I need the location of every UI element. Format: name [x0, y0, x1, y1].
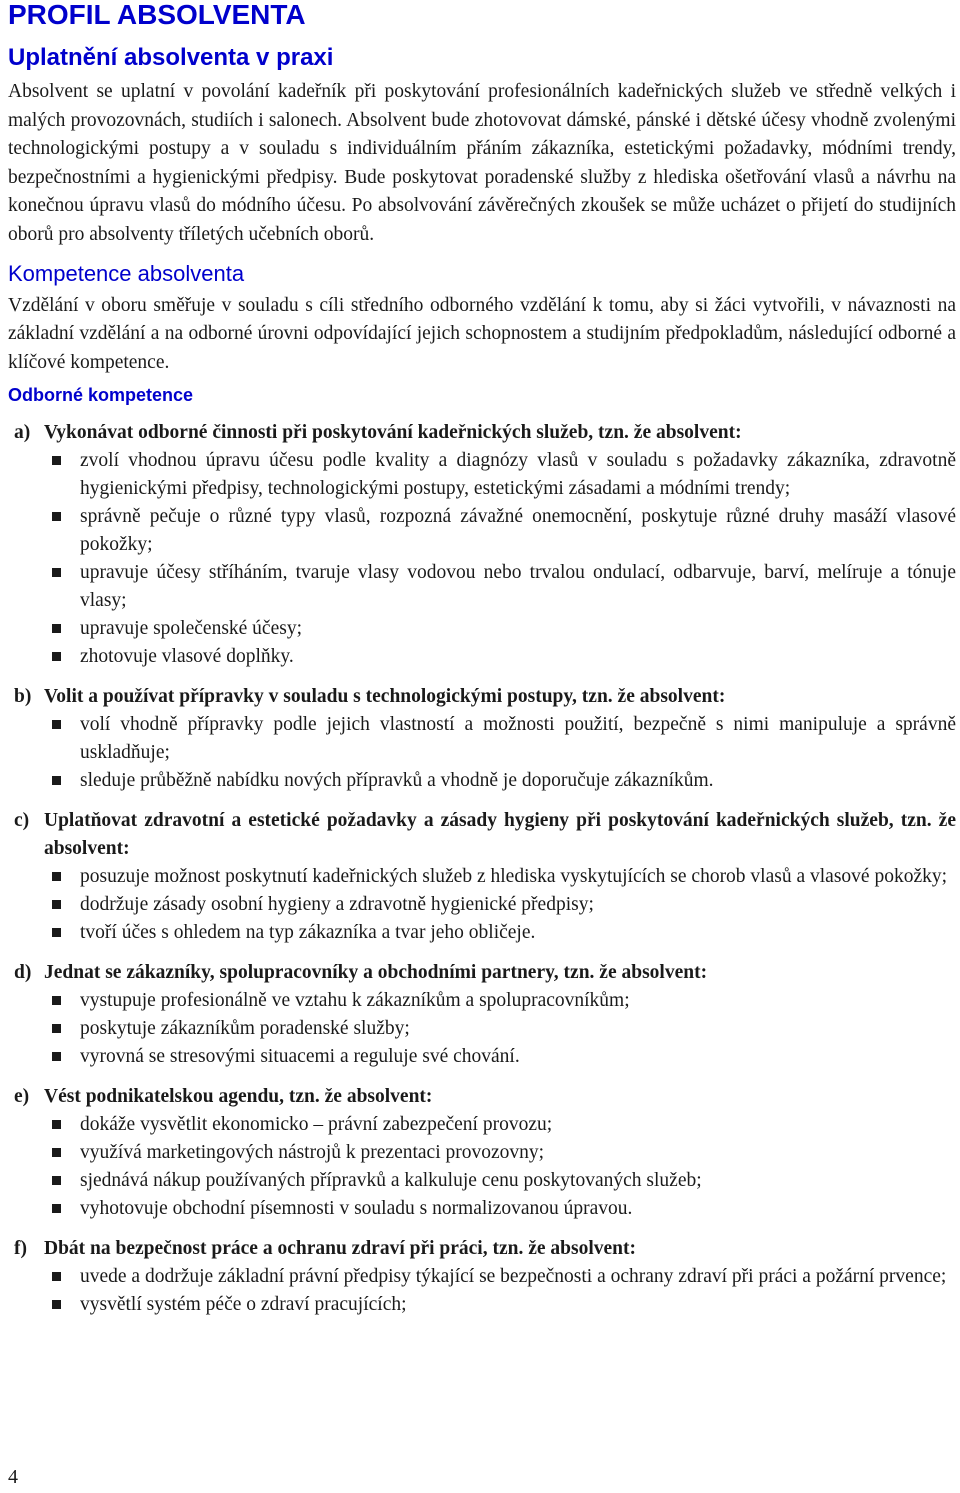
square-bullet-icon [52, 512, 61, 521]
square-bullet-icon [52, 872, 61, 881]
list-item-text: upravuje společenské účesy; [80, 618, 303, 640]
list-item [52, 643, 956, 671]
competence-title: Dbát na bezpečnost práce a ochranu zdraví při práci, tzn. že absolvent: [44, 1238, 636, 1260]
square-bullet-icon [52, 1272, 61, 1281]
list-item-text: uvede a dodržuje základní právní předpisy týkající se bezpečnosti a ochrany zdraví při práci a požární prvence; [80, 1266, 947, 1288]
list-item [52, 711, 956, 767]
page-number: 4 [8, 1466, 18, 1488]
list-item [52, 1195, 956, 1223]
list-item-text: vysvětlí systém péče o zdraví pracujících; [80, 1294, 407, 1316]
list-item-text: volí vhodně přípravky podle jejich vlastností a možnosti použití, bezpečně s nimi manipuluje a správně uskladňuje; [80, 714, 956, 764]
list-item [52, 615, 956, 643]
list-item [52, 1015, 956, 1043]
list-item [52, 1167, 956, 1195]
bullet-list [8, 711, 956, 795]
list-item-text: zvolí vhodnou úpravu účesu podle kvality a diagnózy vlasů v souladu s požadavky zákazníka, zdravotně hygienickými předpisy, technologickými postupy, estetickými zásadami a módními trendy; [80, 450, 956, 500]
square-bullet-icon [52, 1024, 61, 1033]
list-item-text: vyrovná se stresovými situacemi a reguluje své chování. [80, 1046, 520, 1068]
section-paragraph-kompetence: Vzdělání v oboru směřuje v souladu s cíli středního odborného vzdělání k tomu, aby si žáci vytvořili, v návaznosti na základní vzdělání a na odborné úrovni odpovídající jejich schopnostem a studijním předpokladům, následující odborné a klíčové kompetence. [8, 294, 956, 373]
competence-heading [8, 419, 956, 447]
list-item-text: dokáže vysvětlit ekonomicko – právní zabezpečení provozu; [80, 1114, 553, 1136]
competence-list [8, 419, 956, 1319]
square-bullet-icon [52, 1052, 61, 1061]
competence-letter: f) [14, 1238, 27, 1260]
list-item-text: využívá marketingových nástrojů k prezentaci provozovny; [80, 1142, 545, 1164]
document-page [8, 0, 956, 1331]
competence-letter: c) [14, 810, 30, 832]
list-item-text: upravuje účesy stříháním, tvaruje vlasy vodovou nebo trvalou ondulací, odbarvuje, barví, melíruje a tónuje vlasy; [80, 562, 956, 612]
section-heading-kompetence: Kompetence absolventa [8, 260, 245, 286]
square-bullet-icon [52, 900, 61, 909]
competence-title: Uplatňovat zdravotní a estetické požadavky a zásady hygieny při poskytování kadeřnických služeb, tzn. že absolvent: [44, 810, 956, 860]
competence-section [8, 419, 956, 671]
competence-letter: e) [14, 1086, 30, 1108]
square-bullet-icon [52, 776, 61, 785]
list-item [52, 987, 956, 1015]
competence-section [8, 1083, 956, 1223]
competence-section [8, 1235, 956, 1319]
competence-heading [8, 959, 956, 987]
competence-title: Volit a používat přípravky v souladu s technologickými postupy, tzn. že absolvent: [44, 686, 726, 708]
bullet-list [8, 1111, 956, 1223]
competence-letter: a) [14, 422, 31, 444]
square-bullet-icon [52, 1148, 61, 1157]
competence-title: Vykonávat odborné činnosti při poskytování kadeřnických služeb, tzn. že absolvent: [44, 422, 742, 444]
section-paragraph-uplatneni: Absolvent se uplatní v povolání kadeřník při poskytování profesionálních kadeřnických služeb ve středně velkých i malých provozovnách, studiích i salonech. Absolvent bude zhotovovat dámské, pánské i dětské účesy vhodně zvolenými technologickými postupy a v souladu s individuálním přáním zákazníka, estetickými požadavky, módními trendy, bezpečnostními a hygienickými předpisy. Bude poskytovat poradenské služby z hlediska ošetřování vlasů a návrhu na konečnou úpravu vlasů do módního účesu. Po absolvování závěrečných zkoušek se může ucházet o přijetí do studijních oborů pro absolventy tříletých učebních oborů. [8, 81, 956, 245]
bullet-list [8, 863, 956, 947]
competence-section [8, 959, 956, 1071]
square-bullet-icon [52, 1300, 61, 1309]
list-item-text: správně pečuje o různé typy vlasů, rozpozná závažné onemocnění, poskytuje různé druhy masáží vlasové pokožky; [80, 506, 956, 556]
square-bullet-icon [52, 568, 61, 577]
list-item [52, 559, 956, 615]
list-item-text: zhotovuje vlasové doplňky. [80, 646, 294, 668]
list-item [52, 1043, 956, 1071]
square-bullet-icon [52, 1204, 61, 1213]
list-item [52, 1263, 956, 1291]
list-item-text: dodržuje zásady osobní hygieny a zdravotně hygienické předpisy; [80, 894, 594, 916]
square-bullet-icon [52, 1120, 61, 1129]
square-bullet-icon [52, 652, 61, 661]
list-item [52, 919, 956, 947]
competence-title: Vést podnikatelskou agendu, tzn. že absolvent: [44, 1086, 433, 1108]
list-item [52, 503, 956, 559]
competence-heading [8, 683, 956, 711]
competence-section [8, 807, 956, 947]
subheading-odborne-kompetence: Odborné kompetence [8, 385, 194, 406]
list-item-text: sjednává nákup používaných přípravků a kalkuluje cenu poskytovaných služeb; [80, 1170, 702, 1192]
competence-heading [8, 807, 956, 863]
list-item [52, 1111, 956, 1139]
list-item [52, 767, 956, 795]
bullet-list [8, 1263, 956, 1319]
list-item-text: vystupuje profesionálně ve vztahu k zákazníkům a spolupracovníkům; [80, 990, 630, 1012]
list-item [52, 1291, 956, 1319]
list-item-text: posuzuje možnost poskytnutí kadeřnických služeb z hlediska vyskytujících se chorob vlasů a vlasové pokožky; [80, 866, 948, 888]
square-bullet-icon [52, 720, 61, 729]
list-item [52, 863, 956, 891]
list-item [52, 1139, 956, 1167]
square-bullet-icon [52, 1176, 61, 1185]
page-title: PROFIL ABSOLVENTA [8, 0, 306, 30]
list-item-text: sleduje průběžně nabídku nových přípravků a vhodně je doporučuje zákazníkům. [80, 770, 714, 792]
bullet-list [8, 987, 956, 1071]
competence-letter: d) [14, 962, 32, 984]
competence-heading [8, 1083, 956, 1111]
list-item [52, 447, 956, 503]
square-bullet-icon [52, 624, 61, 633]
list-item-text: poskytuje zákazníkům poradenské služby; [80, 1018, 410, 1040]
section-heading-uplatneni: Uplatnění absolventa v praxi [8, 44, 334, 71]
competence-heading [8, 1235, 956, 1263]
competence-title: Jednat se zákazníky, spolupracovníky a obchodními partnery, tzn. že absolvent: [44, 962, 708, 984]
bullet-list [8, 447, 956, 671]
list-item [52, 891, 956, 919]
list-item-text: vyhotovuje obchodní písemnosti v souladu s normalizovanou úpravou. [80, 1198, 633, 1220]
square-bullet-icon [52, 996, 61, 1005]
square-bullet-icon [52, 456, 61, 465]
list-item-text: tvoří účes s ohledem na typ zákazníka a tvar jeho obličeje. [80, 922, 536, 944]
competence-section [8, 683, 956, 795]
competence-letter: b) [14, 686, 32, 708]
square-bullet-icon [52, 928, 61, 937]
